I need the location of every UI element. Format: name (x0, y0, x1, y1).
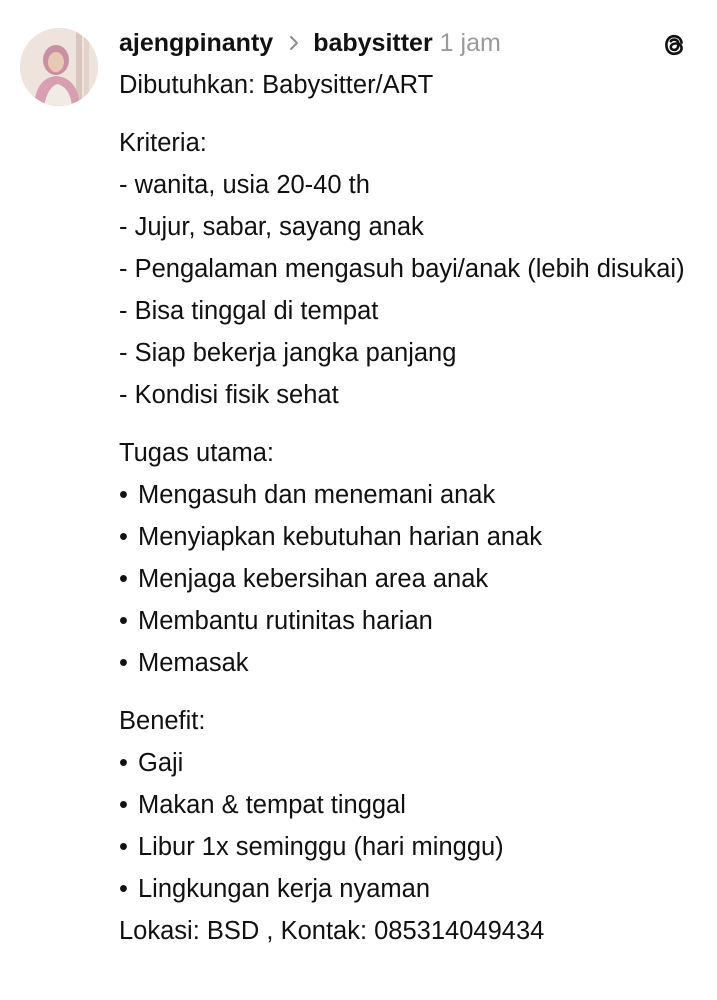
tugas-item-text: Menyiapkan kebutuhan harian anak (138, 523, 543, 551)
benefit-item-text: Libur 1x seminggu (hari minggu) (138, 833, 504, 861)
tugas-item-text: Memasak (138, 649, 249, 677)
benefit-item-text: Lingkungan kerja nyaman (138, 875, 431, 903)
bullet: • (119, 481, 128, 509)
kriteria-item: - Kondisi fisik sehat (119, 381, 339, 409)
chevron-right-icon (283, 32, 305, 54)
timestamp: 1 jam (439, 28, 501, 57)
kriteria-item: - Jujur, sabar, sayang anak (119, 213, 424, 241)
benefit-item (119, 868, 699, 910)
bullet: • (119, 607, 128, 635)
tugas-item (119, 600, 699, 642)
benefit-item-text: Gaji (138, 749, 184, 777)
benefit-item (119, 784, 699, 826)
tugas-item-text: Membantu rutinitas harian (138, 607, 433, 635)
bullet: • (119, 791, 128, 819)
tugas-item (119, 474, 699, 516)
location-contact: Lokasi: BSD , Kontak: 085314049434 (119, 917, 545, 945)
benefit-item-text: Makan & tempat tinggal (138, 791, 406, 819)
bullet: • (119, 565, 128, 593)
tugas-item (119, 516, 699, 558)
bullet: • (119, 749, 128, 777)
avatar[interactable] (20, 28, 98, 106)
username[interactable]: ajengpinanty (119, 28, 274, 57)
kriteria-item: - wanita, usia 20-40 th (119, 171, 370, 199)
topic-tag[interactable]: babysitter (313, 28, 433, 57)
benefit-heading: Benefit: (119, 707, 206, 735)
post-title: Dibutuhkan: Babysitter/ART (119, 71, 434, 99)
kriteria-item: - Pengalaman mengasuh bayi/anak (lebih disukai) (119, 255, 685, 283)
bullet: • (119, 523, 128, 551)
benefit-item (119, 742, 699, 784)
kriteria-item: - Siap bekerja jangka panjang (119, 339, 457, 367)
post-header (119, 26, 657, 60)
tugas-heading: Tugas utama: (119, 439, 274, 467)
kriteria-item: - Bisa tinggal di tempat (119, 297, 379, 325)
tugas-item-text: Menjaga kebersihan area anak (138, 565, 489, 593)
post-body (119, 64, 699, 952)
kriteria-heading: Kriteria: (119, 129, 207, 157)
tugas-item (119, 558, 699, 600)
tugas-item-text: Mengasuh dan menemani anak (138, 481, 496, 509)
benefit-item (119, 826, 699, 868)
bullet: • (119, 833, 128, 861)
bullet: • (119, 649, 128, 677)
tugas-item (119, 642, 699, 684)
bullet: • (119, 875, 128, 903)
threads-logo-icon[interactable] (659, 30, 689, 60)
